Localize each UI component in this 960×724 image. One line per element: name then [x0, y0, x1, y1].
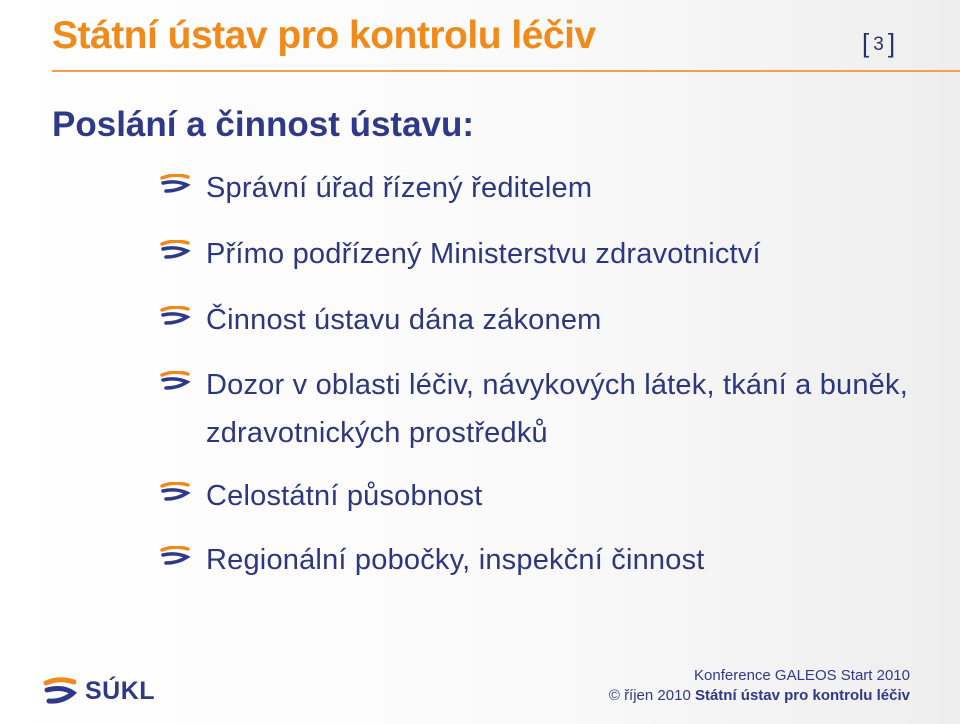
sukl-swirl-icon — [160, 546, 192, 566]
footer-copyright-date: © říjen 2010 — [608, 687, 691, 704]
sukl-swirl-icon — [160, 371, 192, 391]
footer-copyright — [609, 687, 910, 704]
bullet-item — [160, 296, 880, 344]
sukl-swirl-icon — [160, 306, 192, 326]
page-number-value: 3 — [873, 34, 884, 55]
footer-copyright-org: Státní ústav pro kontrolu léčiv — [694, 687, 910, 704]
sukl-swirl-icon — [160, 174, 192, 194]
bullet-item — [160, 536, 880, 584]
sukl-logo — [43, 676, 155, 706]
bullet-text: Správní úřad řízený ředitelem — [206, 172, 593, 204]
page-bracket-open: [ — [862, 28, 870, 58]
sukl-logo-icon — [43, 676, 79, 706]
footer-conference: Konference GALEOS Start 2010 — [694, 667, 910, 684]
sukl-logo-text: SÚKL — [85, 676, 156, 705]
header-title: Státní ústav pro kontrolu léčiv — [52, 14, 596, 57]
bullet-item — [160, 472, 880, 520]
bullet-text: Celostátní působnost — [206, 480, 483, 512]
bullet-text: Činnost ústavu dána zákonem — [206, 304, 602, 336]
page-bracket-close: ] — [887, 28, 896, 58]
bullet-item — [160, 230, 880, 278]
bullet-text: Přímo podřízený Ministerstvu zdravotnictví — [206, 238, 761, 270]
slide-subtitle: Poslání a činnost ústavu: — [52, 105, 475, 144]
bullet-text: Dozor v oblasti léčiv, návykových látek, tkání a buněk, zdravotnických prostředků — [206, 369, 908, 449]
bullet-item — [160, 361, 920, 457]
bullet-item — [160, 164, 880, 212]
sukl-swirl-icon — [160, 240, 192, 260]
bullet-text: Regionální pobočky, inspekční činnost — [206, 544, 705, 576]
sukl-swirl-icon — [160, 482, 192, 502]
